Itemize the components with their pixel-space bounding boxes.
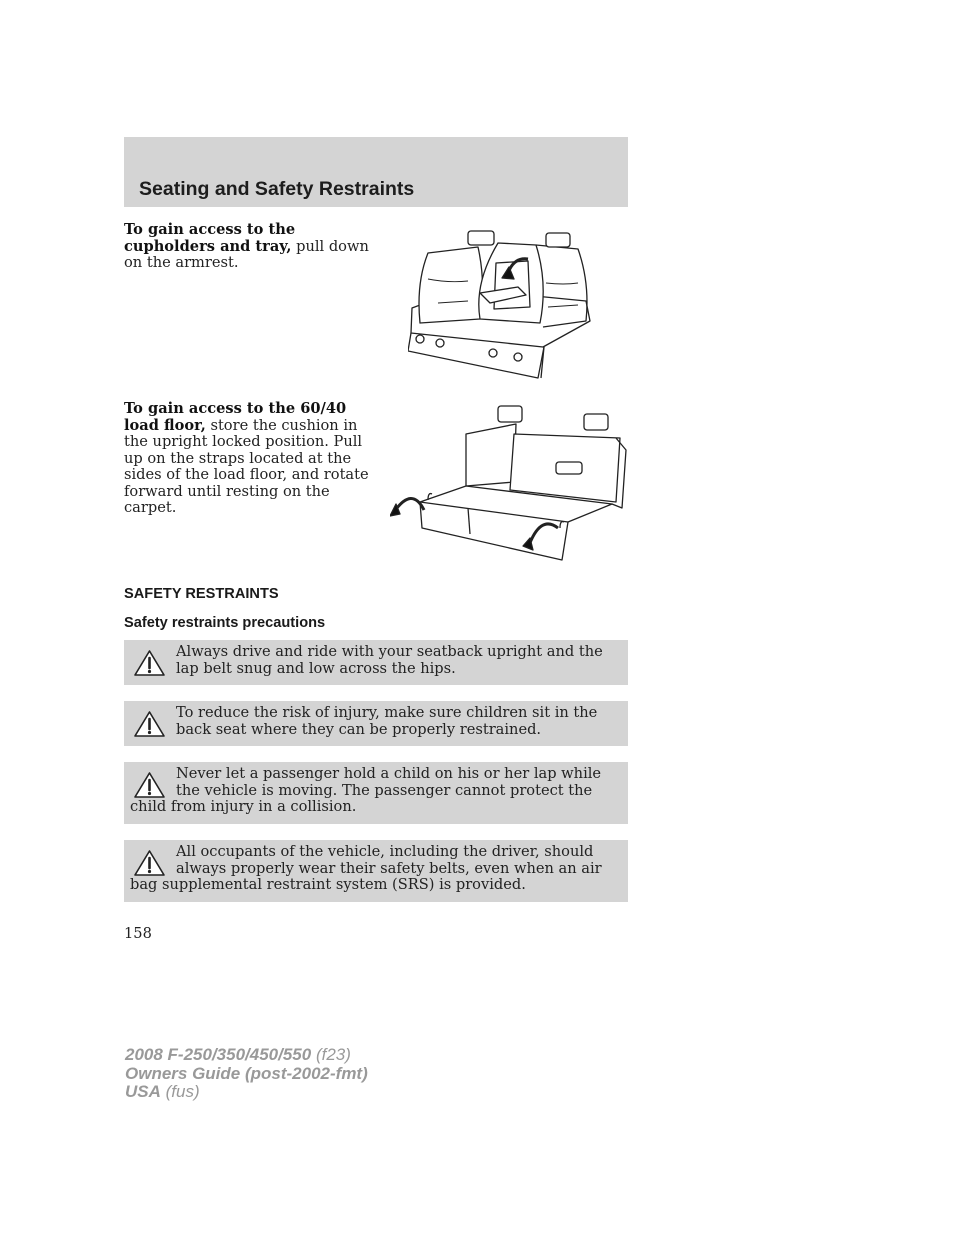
cupholder-paragraph	[124, 222, 382, 272]
section-heading: SAFETY RESTRAINTS	[124, 586, 279, 602]
page-title: Seating and Safety Restraints	[139, 178, 415, 200]
subsection-heading: Safety restraints precautions	[124, 615, 326, 631]
page-number: 158	[124, 925, 152, 942]
warning-text: All occupants of the vehicle, including the driver, should always properly wear their safety belts, even when an air bag supplemental restraint system (SRS) is provided.	[130, 843, 602, 893]
warning-triangle-icon	[133, 710, 166, 738]
warning-triangle-icon	[133, 771, 166, 799]
warning-text: Never let a passenger hold a child on his or her lap while the vehicle is moving. The passenger cannot protect the child from injury in a collision.	[130, 765, 602, 815]
warning-box	[124, 762, 628, 824]
load-floor-lead: To gain access to the 60/40 load floor,	[124, 400, 347, 434]
footer-market-code: (fus)	[160, 1082, 200, 1101]
footer-model: 2008 F-250/350/450/550	[125, 1045, 312, 1064]
load-floor-paragraph	[124, 401, 382, 517]
footer-line-guide	[125, 1065, 368, 1084]
document-footer	[125, 1046, 368, 1102]
warning-box	[124, 640, 628, 685]
warning-box	[124, 840, 628, 902]
section-header	[124, 137, 628, 207]
cupholder-lead: To gain access to the cupholders and tray,	[124, 221, 296, 255]
armrest-illustration	[408, 223, 593, 383]
load-floor-text: store the cushion in the upright locked position. Pull up on the straps located at the sides of the load floor, and rotate forward until resting on the carpet.	[124, 416, 369, 516]
footer-line-market	[125, 1083, 368, 1102]
footer-model-code: (f23)	[311, 1045, 351, 1064]
warning-text: Always drive and ride with your seatback upright and the lap belt snug and low across the hips.	[176, 643, 603, 677]
warning-text: To reduce the risk of injury, make sure children sit in the back seat where they can be properly restrained.	[176, 704, 598, 738]
load-floor-illustration	[390, 404, 630, 562]
footer-market: USA	[125, 1082, 161, 1101]
footer-guide: Owners Guide (post-2002-fmt)	[125, 1063, 368, 1083]
warning-triangle-icon	[133, 649, 166, 677]
footer-line-model	[125, 1046, 368, 1065]
cupholder-text: pull down on the armrest.	[124, 237, 369, 271]
warning-triangle-icon	[133, 849, 166, 877]
warning-box	[124, 701, 628, 746]
